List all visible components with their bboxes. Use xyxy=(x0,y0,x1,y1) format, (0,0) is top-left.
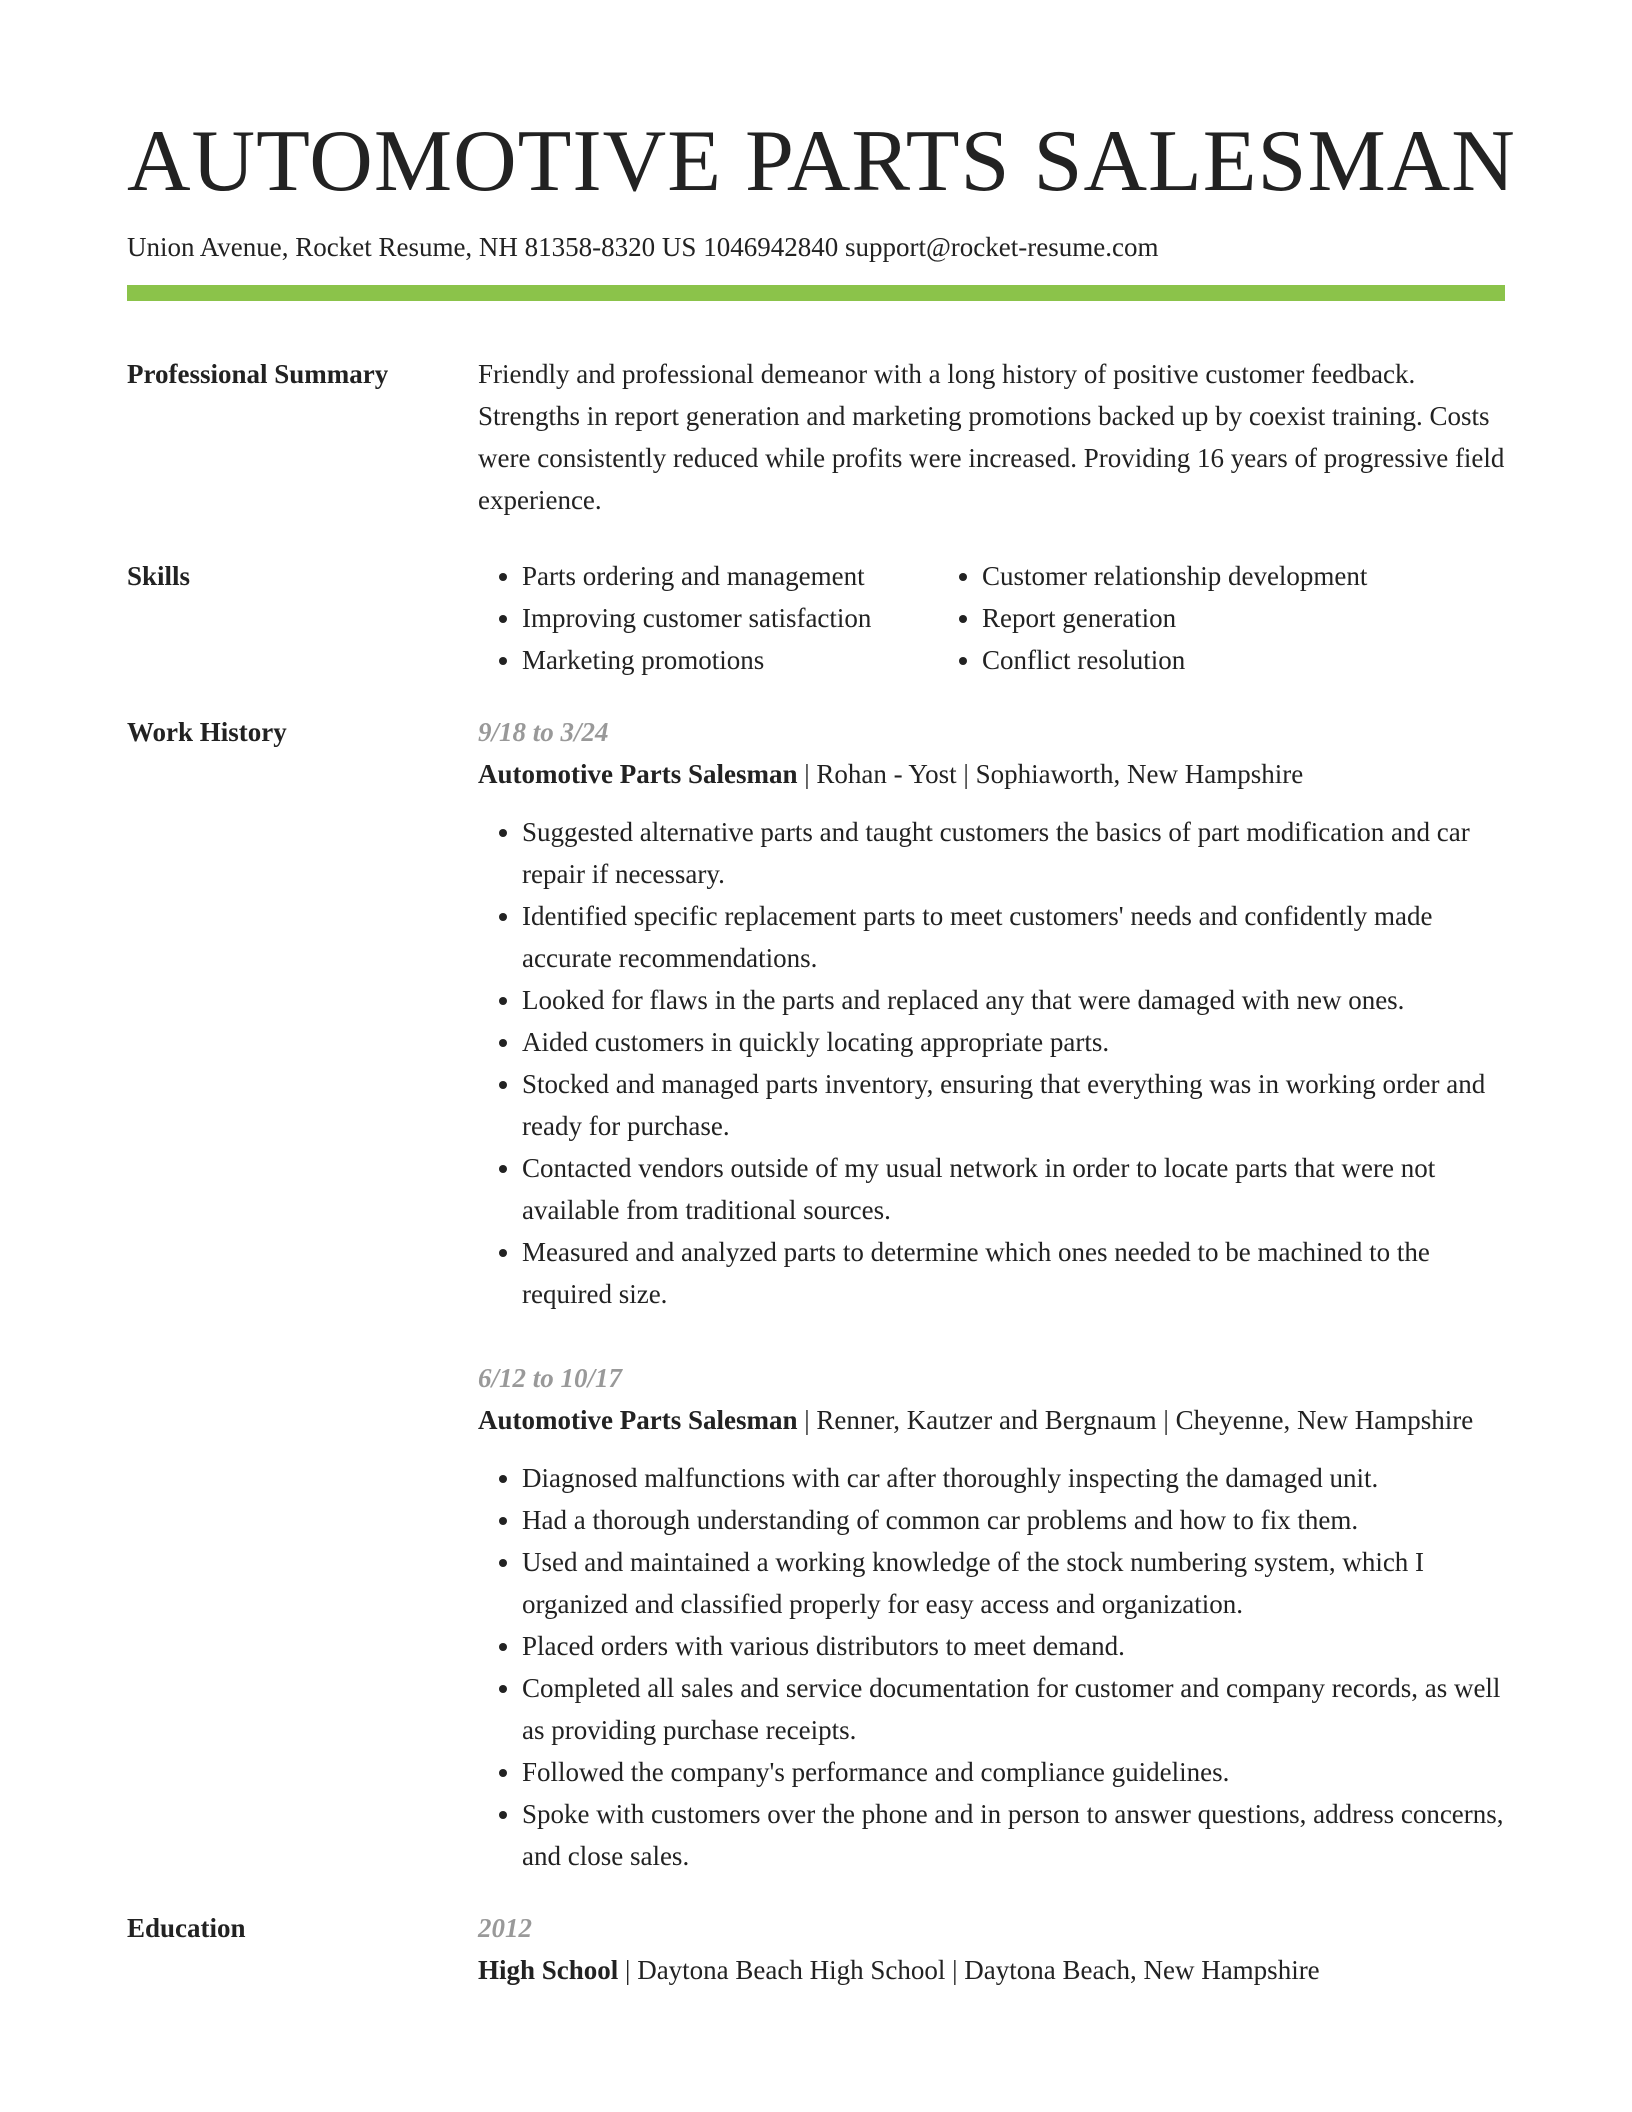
job-details: | Renner, Kautzer and Bergnaum | Cheyenne, New Hampshire xyxy=(797,1405,1474,1436)
skill-item: • Conflict resolution xyxy=(982,639,1505,681)
job-bullet: • Aided customers in quickly locating appropriate parts. xyxy=(522,1021,1505,1063)
work-history-content xyxy=(478,711,1505,1877)
job-bullet: • Diagnosed malfunctions with car after thoroughly inspecting the damaged unit. xyxy=(522,1457,1505,1499)
summary-text: Friendly and professional demeanor with a long history of positive customer feedback. Strengths in report generation and marketing promotions backed up by coexist training. Costs were consistently reduced while profits were increased. Providing 16 years of progressive field experience. xyxy=(478,359,1505,516)
job-role: Automotive Parts Salesman xyxy=(478,1405,798,1436)
job-bullet: • Suggested alternative parts and taught customers the basics of part modification and car repair if necessary. xyxy=(522,811,1505,895)
job-bullets xyxy=(478,811,1505,1315)
job-bullet: • Placed orders with various distributors to meet demand. xyxy=(522,1625,1505,1667)
job-dates: 9/18 to 3/24 xyxy=(478,717,609,748)
skill-item: • Parts ordering and management xyxy=(522,555,938,597)
job-role: Automotive Parts Salesman xyxy=(478,759,798,790)
job-bullet: • Completed all sales and service documentation for customer and company records, as well as providing purchase receipts. xyxy=(522,1667,1505,1751)
job-details: | Rohan - Yost | Sophiaworth, New Hampshire xyxy=(797,759,1304,790)
job-entry xyxy=(478,1357,1505,1877)
job-bullet: • Had a thorough understanding of common car problems and how to fix them. xyxy=(522,1499,1505,1541)
job-bullet: • Spoke with customers over the phone and in person to answer questions, address concerns, and close sales. xyxy=(522,1793,1505,1877)
education-content xyxy=(478,1907,1505,1991)
education-line xyxy=(478,1949,1505,1991)
education-year: 2012 xyxy=(478,1913,532,1944)
skill-item: • Report generation xyxy=(982,597,1505,639)
skills-content xyxy=(478,555,1505,681)
job-title-line xyxy=(478,753,1505,795)
job-bullet: • Followed the company's performance and compliance guidelines. xyxy=(522,1751,1505,1793)
education-section xyxy=(127,1907,1505,1991)
job-bullet: • Measured and analyzed parts to determine which ones needed to be machined to the required size. xyxy=(522,1231,1505,1315)
section-label-skills: Skills xyxy=(127,561,191,592)
accent-divider xyxy=(127,285,1505,301)
skill-item: • Improving customer satisfaction xyxy=(522,597,938,639)
job-bullet: • Looked for flaws in the parts and replaced any that were damaged with new ones. xyxy=(522,979,1505,1021)
section-label-summary: Professional Summary xyxy=(127,359,389,390)
skills-grid xyxy=(478,555,1505,681)
skills-section xyxy=(127,555,1505,681)
skill-item: • Marketing promotions xyxy=(522,639,938,681)
job-bullet: • Identified specific replacement parts to meet customers' needs and confidently made accurate recommendations. xyxy=(522,895,1505,979)
job-bullet: • Contacted vendors outside of my usual network in order to locate parts that were not available from traditional sources. xyxy=(522,1147,1505,1231)
resume-name: AUTOMOTIVE PARTS SALESMAN xyxy=(127,113,1516,210)
summary-section xyxy=(127,353,1505,521)
job-bullet: • Used and maintained a working knowledge of the stock numbering system, which I organized and classified properly for easy access and organization. xyxy=(522,1541,1505,1625)
job-dates: 6/12 to 10/17 xyxy=(478,1363,623,1394)
skill-item: • Customer relationship development xyxy=(982,555,1505,597)
skills-column-2 xyxy=(938,555,1505,681)
skills-column-1 xyxy=(478,555,938,681)
contact-line: Union Avenue, Rocket Resume, NH 81358-8320 US 1046942840 support@rocket-resume.com xyxy=(127,232,1159,262)
section-label-education: Education xyxy=(127,1913,246,1944)
section-label-work: Work History xyxy=(127,717,287,748)
education-degree: High School xyxy=(478,1955,619,1986)
summary-content xyxy=(478,353,1505,521)
work-history-section xyxy=(127,711,1505,1877)
job-entry xyxy=(478,711,1505,1315)
job-title-line xyxy=(478,1399,1505,1441)
job-bullet: • Stocked and managed parts inventory, ensuring that everything was in working order and ready for purchase. xyxy=(522,1063,1505,1147)
job-bullets xyxy=(478,1457,1505,1877)
education-details: | Daytona Beach High School | Daytona Beach, New Hampshire xyxy=(618,1955,1320,1986)
